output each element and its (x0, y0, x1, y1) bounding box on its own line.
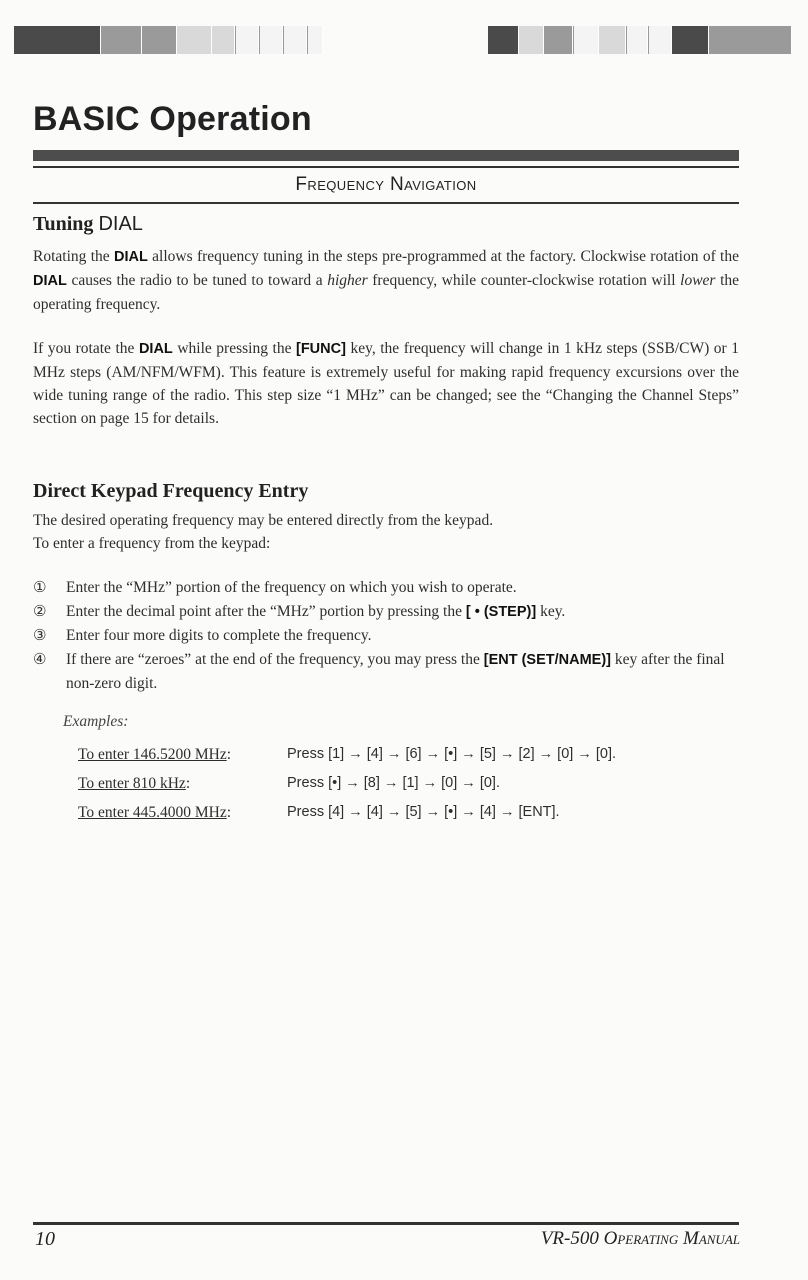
example-label: To enter 445.4000 MHz (78, 804, 227, 821)
emphasis-text: lower (680, 272, 716, 289)
step-text (66, 600, 753, 625)
key-label: DIAL (113, 249, 148, 265)
tuning-dial-heading-key: DIAL (98, 213, 143, 235)
direct-entry-intro (33, 509, 739, 555)
direct-entry-heading: Direct Keypad Frequency Entry (33, 480, 309, 502)
key-label: DIAL (138, 341, 173, 357)
example-row: To enter 810 kHz: Press [•] → [8] → [1] → [0] → [0]. (78, 775, 500, 792)
step-item (33, 648, 753, 696)
key-label: DIAL (33, 273, 67, 289)
tuning-dial-heading-word: Tuning (33, 213, 94, 235)
step-item (33, 576, 753, 600)
body-text: key, the frequency will change in 1 kHz steps (SSB/CW) or 1 MHz steps (AM/NFM/WFM). This feature is extremely useful for making rapid frequency excursions over the wide tuning range of the radio. This step size “1 MHz” can be changed; see the “Changing the Channel Steps” section on page 15 for details. (33, 340, 739, 427)
body-text: Rotating the (33, 248, 114, 265)
tuning-dial-paragraph-2 (33, 337, 739, 430)
step-text (66, 576, 753, 600)
body-text: If you rotate the (33, 340, 139, 357)
emphasis-text: higher (327, 272, 368, 289)
body-text: key. (536, 602, 566, 620)
body-text: causes the radio to be tuned to toward a (66, 272, 328, 289)
section-rule-bottom (33, 202, 739, 204)
page-number: 10 (35, 1228, 55, 1250)
body-text: Enter four more digits to complete the frequency. (66, 627, 372, 644)
tuning-dial-heading (33, 213, 143, 236)
example-row: To enter 445.4000 MHz: Press [4] → [4] → [5] → [•] → [4] → [ENT]. (78, 804, 560, 821)
body-text: Enter the decimal point after the “MHz” portion by pressing the (66, 602, 466, 620)
step-number: ④ (33, 649, 47, 668)
header-strip-left (14, 26, 323, 54)
tuning-dial-paragraph-1 (33, 245, 739, 316)
example-label: To enter 810 kHz (78, 775, 186, 792)
manual-title: VR-500 Operating Manual (540, 1228, 740, 1249)
example-label: To enter 146.5200 MHz (78, 746, 227, 763)
step-text (66, 624, 753, 648)
step-number: ③ (33, 626, 47, 644)
body-text: the operating frequency. (33, 272, 740, 313)
examples-label: Examples: (63, 713, 129, 730)
footer-rule (33, 1222, 739, 1225)
direct-entry-intro-line-2: To enter a frequency from the keypad: (33, 535, 271, 552)
key-label: [ • (STEP)] (465, 603, 537, 620)
section-rule-top (33, 166, 739, 168)
direct-entry-intro-line-1: The desired operating frequency may be entered directly from the keypad. (33, 512, 494, 529)
example-key-sequence: Press [4] → [4] → [5] → [•] → [4] → [ENT]. (287, 804, 560, 820)
body-text: allows frequency tuning in the steps pre-programmed at the factory. Clockwise rotation of the (147, 248, 739, 265)
example-key-sequence: Press [•] → [8] → [1] → [0] → [0]. (287, 775, 500, 791)
body-text: frequency, while counter-clockwise rotation will (367, 272, 681, 289)
body-text: Enter the “MHz” portion of the frequency on which you wish to operate. (66, 579, 517, 596)
step-item (33, 600, 753, 625)
step-number: ② (33, 601, 47, 620)
key-label: [FUNC] (295, 341, 346, 357)
body-text: key after the final non-zero digit. (66, 650, 725, 692)
title-bar (33, 150, 739, 161)
step-item (33, 624, 753, 648)
direct-entry-steps (33, 576, 753, 696)
body-text: while pressing the (172, 340, 296, 357)
body-text: If there are “zeroes” at the end of the frequency, you may press the (66, 650, 484, 668)
step-number: ① (33, 578, 47, 596)
example-key-sequence: Press [1] → [4] → [6] → [•] → [5] → [2] → [0] → [0]. (287, 746, 617, 762)
header-strip-right (488, 26, 792, 54)
example-row: To enter 146.5200 MHz: Press [1] → [4] → [6] → [•] → [5] → [2] → [0] → [0]. (78, 746, 617, 763)
key-label: [ENT (SET/NAME)] (483, 651, 611, 668)
section-heading: Frequency Navigation (295, 174, 477, 195)
page-title: BASIC Operation (33, 100, 312, 138)
step-text (66, 648, 753, 696)
